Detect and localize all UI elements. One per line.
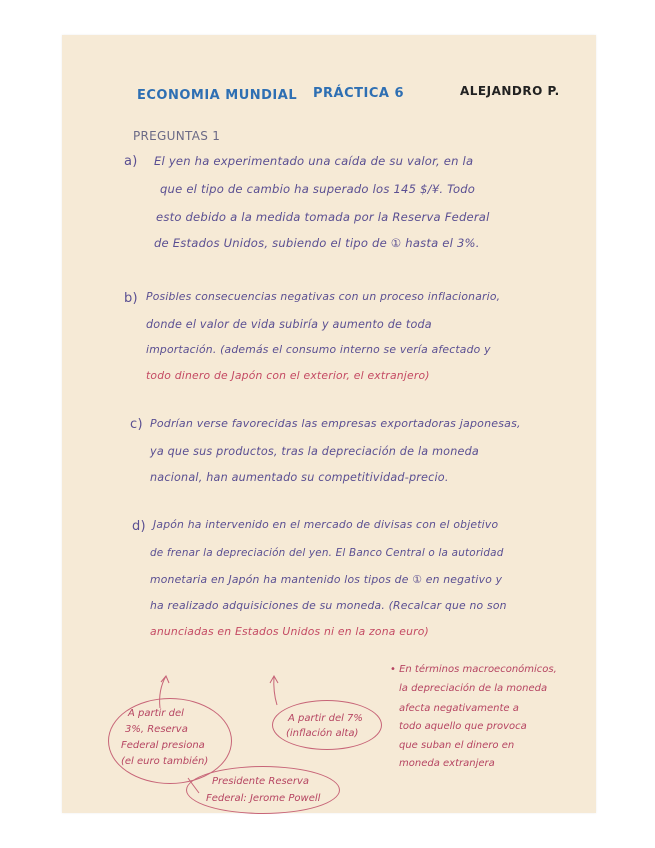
note-bottom-line: Presidente Reserva xyxy=(212,776,309,787)
note-left-line: 3%, Reserva xyxy=(125,724,188,735)
note-right-line: • En términos macroeconómicos, xyxy=(390,664,557,675)
question-d-note-line: anunciadas en Estados Unidos ni en la zona euro) xyxy=(150,625,429,638)
note-left-line: Federal presiona xyxy=(121,740,205,751)
author-name: ALEJANDRO P. xyxy=(460,84,560,98)
note-middle-line: A partir del 7% xyxy=(288,713,363,724)
note-right-line: la depreciación de la moneda xyxy=(399,683,548,694)
question-b-line: Posibles consecuencias negativas con un proceso inflacionario, xyxy=(146,290,501,303)
note-right-line: moneda extranjera xyxy=(399,758,495,769)
question-d-line: de frenar la depreciación del yen. El Banco Central o la autoridad xyxy=(150,547,504,559)
practice-title: PRÁCTICA 6 xyxy=(313,86,405,101)
question-c-line: ya que sus productos, tras la depreciación de la moneda xyxy=(150,445,479,458)
question-a-label: a) xyxy=(124,154,138,169)
note-left-line: A partir del xyxy=(128,708,184,719)
note-right-line: que suban el dinero en xyxy=(399,740,515,751)
note-right-line: todo aquello que provoca xyxy=(399,721,527,732)
question-d-line: Japón ha intervenido en el mercado de divisas con el objetivo xyxy=(153,518,499,531)
section-title: PREGUNTAS 1 xyxy=(133,129,221,143)
note-bubble-bottom xyxy=(186,766,340,814)
note-middle-line: (inflación alta) xyxy=(286,728,359,739)
note-bubble-middle xyxy=(272,700,382,750)
question-c-label: c) xyxy=(130,417,143,432)
question-a-line: que el tipo de cambio ha superado los 145 $/¥. Todo xyxy=(160,182,476,196)
question-d-label: d) xyxy=(132,519,146,534)
question-a-line: El yen ha experimentado una caída de su valor, en la xyxy=(154,154,474,168)
question-b-line: importación. (además el consumo interno se vería afectado y xyxy=(146,343,491,356)
question-d-line: monetaria en Japón ha mantenido los tipos de ① en negativo y xyxy=(150,573,503,586)
note-right-line: afecta negativamente a xyxy=(399,703,519,714)
question-b-line: donde el valor de vida subiría y aumento de toda xyxy=(146,318,432,331)
subject-title: ECONOMIA MUNDIAL xyxy=(137,88,298,103)
question-b-note-line: todo dinero de Japón con el exterior, el extranjero) xyxy=(146,369,430,382)
question-c-line: Podrían verse favorecidas las empresas exportadoras japonesas, xyxy=(150,417,521,430)
question-a-line: de Estados Unidos, subiendo el tipo de ① hasta el 3%. xyxy=(154,236,480,250)
note-bottom-line: Federal: Jerome Powell xyxy=(206,793,321,804)
question-c-line: nacional, han aumentado su competitividad-precio. xyxy=(150,471,449,484)
question-a-line: esto debido a la medida tomada por la Reserva Federal xyxy=(156,210,490,224)
note-left-line: (el euro también) xyxy=(121,756,209,767)
question-b-label: b) xyxy=(124,291,138,306)
question-d-line: ha realizado adquisiciones de su moneda. (Recalcar que no son xyxy=(150,599,507,612)
